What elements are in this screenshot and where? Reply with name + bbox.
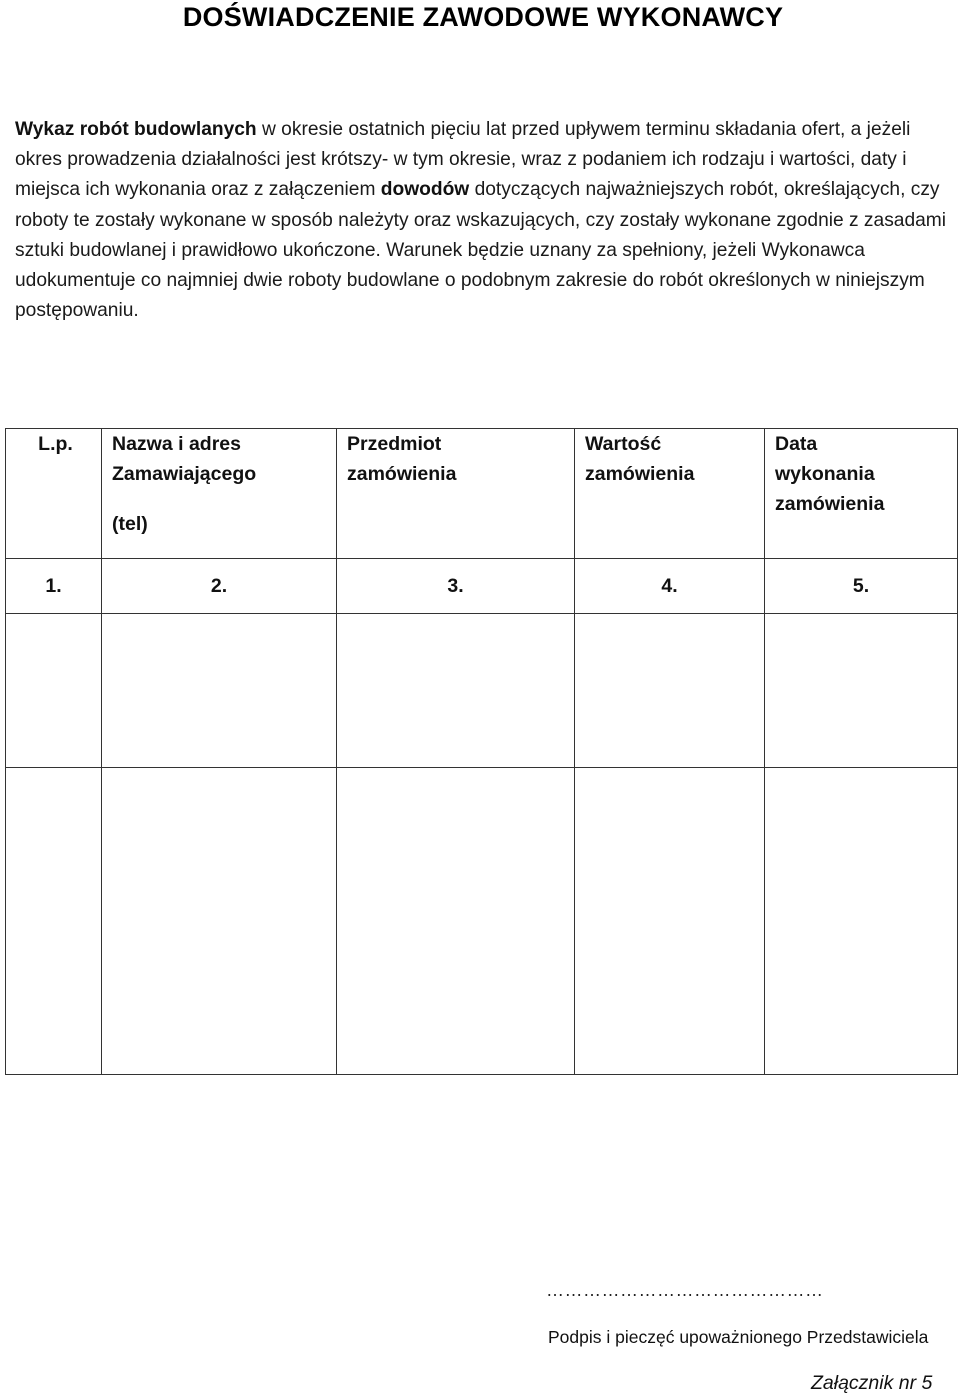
column-number-2: 2. xyxy=(102,559,337,614)
works-table xyxy=(5,428,958,1075)
header-client-line2: Zamawiającego xyxy=(112,463,257,485)
header-subject-line1: Przedmiot xyxy=(347,433,442,455)
intro-bold-lead: Wykaz robót budowlanych xyxy=(15,119,257,140)
header-value xyxy=(575,429,765,559)
column-number-4: 4. xyxy=(575,559,765,614)
header-lp xyxy=(6,429,102,559)
header-subject-line2: zamówienia xyxy=(347,463,457,485)
header-date-line3: zamówienia xyxy=(775,493,885,515)
entry-cell-date xyxy=(765,768,958,1075)
table-row xyxy=(6,614,958,768)
column-number-row xyxy=(6,559,958,614)
entry-cell-lp xyxy=(6,614,102,768)
signature-dotted-line: ……………………………………… xyxy=(546,1280,824,1300)
signature-label: Podpis i pieczęć upoważnionego Przedstawiciela xyxy=(548,1327,929,1347)
header-client-tel: (tel) xyxy=(112,513,148,535)
column-number-3: 3. xyxy=(337,559,575,614)
table-row xyxy=(6,768,958,1075)
intro-text-part-1: w okresie ostatnich pięciu lat przed upływem terminu składania ofert, a jeżeli okres prowadzenia działalności jest krótszy- w tym okresie, wraz z podaniem ich rodzaju i wartości, daty i miejsca ich wykonania oraz z załączeniem xyxy=(15,119,911,201)
header-client xyxy=(102,429,337,559)
entry-cell-value xyxy=(575,768,765,1075)
header-date xyxy=(765,429,958,559)
entry-cell-value xyxy=(575,614,765,768)
header-date-line1: Data xyxy=(775,433,818,455)
attachment-label: Załącznik nr 5 xyxy=(811,1372,933,1394)
entry-cell-subject xyxy=(337,614,575,768)
column-number-5: 5. xyxy=(765,559,958,614)
column-number-1: 1. xyxy=(6,559,102,614)
intro-bold-evidence: dowodów xyxy=(380,179,470,201)
header-date-line2: wykonania xyxy=(775,463,875,485)
header-value-line1: Wartość xyxy=(585,433,662,455)
header-subject xyxy=(337,429,575,559)
table-header-row xyxy=(6,429,958,559)
header-lp-label: L.p. xyxy=(38,433,73,455)
entry-cell-client xyxy=(102,614,337,768)
header-client-line1: Nazwa i adres xyxy=(112,433,241,455)
intro-text-part-2: dotyczących najważniejszych robót, określających, czy roboty te zostały wykonane w sposób należyty oraz wskazujących, czy zostały wykonane zgodnie z zasadami sztuki budowlanej i prawidłowo ukończone. Warunek będzie uznany za spełniony, jeżeli Wykonawca udokumentuje co najmniej dwie roboty budowlane o podobnym zakresie do robót określonych w niniejszym postępowaniu. xyxy=(15,179,947,322)
entry-cell-subject xyxy=(337,768,575,1075)
header-value-line2: zamówienia xyxy=(585,463,695,485)
intro-paragraph xyxy=(15,115,950,326)
entry-cell-client xyxy=(102,768,337,1075)
page-title: DOŚWIADCZENIE ZAWODOWE WYKONAWCY xyxy=(182,2,784,32)
entry-cell-lp xyxy=(6,768,102,1075)
entry-cell-date xyxy=(765,614,958,768)
